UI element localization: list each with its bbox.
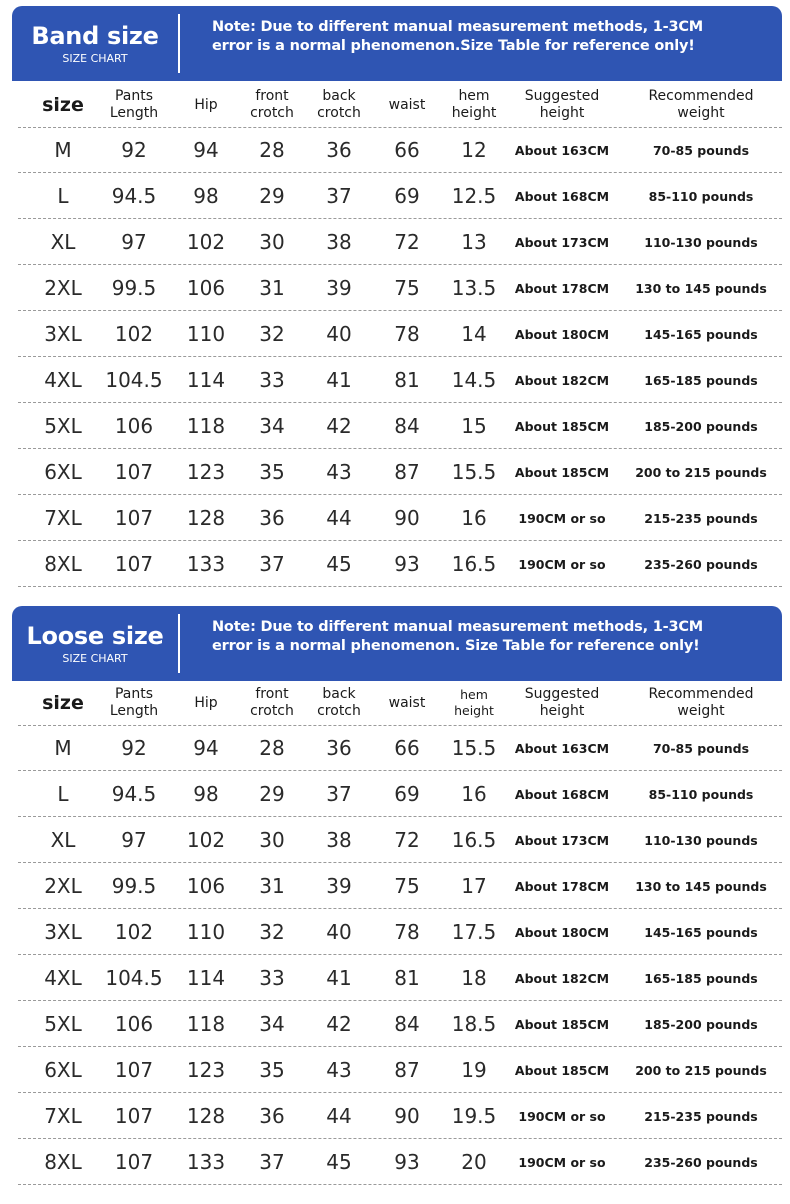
table-row bbox=[18, 1048, 782, 1093]
cell-suggested-height: About 178CM bbox=[514, 878, 610, 894]
band-size-section bbox=[0, 0, 790, 600]
cell-front-crotch: 35 bbox=[259, 460, 285, 484]
cell-waist: 66 bbox=[394, 736, 420, 760]
cell-size: 7XL bbox=[44, 1104, 82, 1128]
loose-size-banner bbox=[12, 606, 782, 681]
band-note-line-2: error is a normal phenomenon.Size Table for reference only! bbox=[212, 38, 695, 54]
header-rec-line-2: weight bbox=[677, 105, 725, 121]
cell-hem-height: 18 bbox=[461, 966, 487, 990]
cell-size: 2XL bbox=[44, 276, 82, 300]
cell-back-crotch: 41 bbox=[326, 966, 352, 990]
cell-size: 3XL bbox=[44, 322, 82, 346]
cell-hem-height: 14 bbox=[461, 322, 487, 346]
cell-hip: 102 bbox=[186, 230, 226, 254]
cell-waist: 90 bbox=[394, 1104, 420, 1128]
band-size-title: Band size bbox=[31, 21, 159, 50]
cell-recommended-weight: 85-110 pounds bbox=[648, 188, 754, 204]
cell-pants-length: 106 bbox=[114, 414, 154, 438]
cell-front-crotch: 28 bbox=[259, 736, 285, 760]
header-waist: waist bbox=[388, 96, 426, 113]
cell-suggested-height: About 180CM bbox=[514, 326, 610, 342]
cell-hem-height: 20 bbox=[461, 1150, 487, 1174]
cell-hem-height: 15 bbox=[461, 414, 487, 438]
cell-waist: 78 bbox=[394, 322, 420, 346]
header-recommended-weight bbox=[630, 82, 772, 128]
header-front-crotch bbox=[240, 82, 304, 128]
cell-recommended-weight: 185-200 pounds bbox=[644, 418, 758, 434]
cell-hem-height: 13.5 bbox=[451, 276, 497, 300]
cell-size: 2XL bbox=[44, 874, 82, 898]
cell-front-crotch: 31 bbox=[259, 874, 285, 898]
cell-hem-height: 16.5 bbox=[451, 828, 497, 852]
cell-pants-length: 106 bbox=[114, 1012, 154, 1036]
cell-front-crotch: 34 bbox=[259, 1012, 285, 1036]
cell-recommended-weight: 235-260 pounds bbox=[644, 556, 758, 572]
cell-suggested-height: 190CM or so bbox=[518, 1154, 606, 1170]
cell-pants-length: 97 bbox=[121, 828, 147, 852]
table-row bbox=[18, 542, 782, 587]
header-front-line-1: front bbox=[255, 88, 289, 104]
cell-front-crotch: 30 bbox=[259, 230, 285, 254]
header-pants-line-1: Pants bbox=[114, 88, 154, 104]
cell-pants-length: 99.5 bbox=[111, 874, 157, 898]
cell-hem-height: 18.5 bbox=[451, 1012, 497, 1036]
cell-hem-height: 14.5 bbox=[451, 368, 497, 392]
cell-hem-height: 15.5 bbox=[451, 460, 497, 484]
cell-hip: 114 bbox=[186, 966, 226, 990]
cell-hip: 94 bbox=[193, 138, 219, 162]
table-row bbox=[18, 1002, 782, 1047]
header-size: size bbox=[42, 691, 84, 714]
cell-recommended-weight: 215-235 pounds bbox=[644, 1108, 758, 1124]
header-hem-line-2: height bbox=[451, 105, 497, 121]
header-recommended-weight bbox=[630, 680, 772, 726]
cell-suggested-height: About 182CM bbox=[514, 372, 610, 388]
cell-pants-length: 107 bbox=[114, 1104, 154, 1128]
cell-hip: 106 bbox=[186, 276, 226, 300]
cell-recommended-weight: 130 to 145 pounds bbox=[635, 878, 767, 894]
cell-waist: 87 bbox=[394, 460, 420, 484]
cell-suggested-height: About 163CM bbox=[514, 142, 610, 158]
cell-waist: 66 bbox=[394, 138, 420, 162]
cell-back-crotch: 44 bbox=[326, 506, 352, 530]
header-pants-line-2: Length bbox=[109, 703, 159, 719]
header-waist: waist bbox=[388, 694, 426, 711]
cell-back-crotch: 39 bbox=[326, 874, 352, 898]
header-suggested-height bbox=[506, 82, 618, 128]
table-row bbox=[18, 1094, 782, 1139]
cell-pants-length: 107 bbox=[114, 506, 154, 530]
cell-back-crotch: 38 bbox=[326, 828, 352, 852]
cell-pants-length: 92 bbox=[121, 736, 147, 760]
cell-suggested-height: About 168CM bbox=[514, 786, 610, 802]
cell-suggested-height: About 182CM bbox=[514, 970, 610, 986]
band-size-subtitle: SIZE CHART bbox=[62, 51, 128, 65]
cell-front-crotch: 32 bbox=[259, 920, 285, 944]
cell-size: 8XL bbox=[44, 552, 82, 576]
cell-recommended-weight: 70-85 pounds bbox=[652, 142, 750, 158]
cell-hip: 106 bbox=[186, 874, 226, 898]
band-table-header bbox=[18, 82, 782, 128]
cell-hip: 128 bbox=[186, 1104, 226, 1128]
cell-front-crotch: 32 bbox=[259, 322, 285, 346]
cell-size: 7XL bbox=[44, 506, 82, 530]
cell-hem-height: 17.5 bbox=[451, 920, 497, 944]
cell-waist: 75 bbox=[394, 874, 420, 898]
band-banner-divider bbox=[178, 14, 180, 73]
cell-back-crotch: 39 bbox=[326, 276, 352, 300]
cell-back-crotch: 37 bbox=[326, 184, 352, 208]
header-sugg-line-1: Suggested bbox=[524, 88, 600, 104]
cell-recommended-weight: 130 to 145 pounds bbox=[635, 280, 767, 296]
header-back-crotch bbox=[306, 82, 372, 128]
cell-front-crotch: 36 bbox=[259, 506, 285, 530]
cell-recommended-weight: 185-200 pounds bbox=[644, 1016, 758, 1032]
cell-suggested-height: 190CM or so bbox=[518, 510, 606, 526]
header-back-line-2: crotch bbox=[317, 105, 361, 121]
cell-front-crotch: 29 bbox=[259, 184, 285, 208]
cell-back-crotch: 40 bbox=[326, 920, 352, 944]
cell-hip: 133 bbox=[186, 1150, 226, 1174]
table-row bbox=[18, 220, 782, 265]
cell-pants-length: 94.5 bbox=[111, 184, 157, 208]
cell-hem-height: 19.5 bbox=[451, 1104, 497, 1128]
cell-waist: 81 bbox=[394, 966, 420, 990]
cell-front-crotch: 33 bbox=[259, 966, 285, 990]
cell-back-crotch: 40 bbox=[326, 322, 352, 346]
cell-hem-height: 19 bbox=[461, 1058, 487, 1082]
header-sugg-line-2: height bbox=[539, 105, 585, 121]
table-row bbox=[18, 404, 782, 449]
cell-recommended-weight: 215-235 pounds bbox=[644, 510, 758, 526]
cell-waist: 84 bbox=[394, 1012, 420, 1036]
cell-hem-height: 15.5 bbox=[451, 736, 497, 760]
header-pants-line-1: Pants bbox=[114, 686, 154, 702]
cell-back-crotch: 42 bbox=[326, 1012, 352, 1036]
header-hem-height bbox=[440, 82, 508, 128]
cell-hip: 98 bbox=[193, 184, 219, 208]
header-back-line-1: back bbox=[322, 686, 356, 702]
cell-pants-length: 92 bbox=[121, 138, 147, 162]
header-sugg-line-2: height bbox=[539, 703, 585, 719]
header-back-line-2: crotch bbox=[317, 703, 361, 719]
cell-waist: 87 bbox=[394, 1058, 420, 1082]
header-hip: Hip bbox=[194, 96, 218, 113]
cell-pants-length: 102 bbox=[114, 322, 154, 346]
cell-suggested-height: About 180CM bbox=[514, 924, 610, 940]
cell-size: 3XL bbox=[44, 920, 82, 944]
header-hem-height bbox=[440, 680, 508, 726]
cell-recommended-weight: 70-85 pounds bbox=[652, 740, 750, 756]
cell-front-crotch: 36 bbox=[259, 1104, 285, 1128]
cell-recommended-weight: 145-165 pounds bbox=[644, 924, 758, 940]
table-row bbox=[18, 450, 782, 495]
cell-hip: 94 bbox=[193, 736, 219, 760]
cell-hem-height: 12 bbox=[461, 138, 487, 162]
cell-back-crotch: 42 bbox=[326, 414, 352, 438]
cell-recommended-weight: 165-185 pounds bbox=[644, 970, 758, 986]
cell-waist: 69 bbox=[394, 184, 420, 208]
loose-table-header bbox=[18, 680, 782, 726]
cell-recommended-weight: 110-130 pounds bbox=[644, 234, 758, 250]
cell-pants-length: 107 bbox=[114, 1150, 154, 1174]
cell-front-crotch: 30 bbox=[259, 828, 285, 852]
cell-recommended-weight: 145-165 pounds bbox=[644, 326, 758, 342]
cell-suggested-height: About 168CM bbox=[514, 188, 610, 204]
cell-waist: 75 bbox=[394, 276, 420, 300]
cell-front-crotch: 34 bbox=[259, 414, 285, 438]
header-front-line-1: front bbox=[255, 686, 289, 702]
cell-hip: 118 bbox=[186, 1012, 226, 1036]
table-row bbox=[18, 1140, 782, 1185]
cell-waist: 81 bbox=[394, 368, 420, 392]
table-row bbox=[18, 496, 782, 541]
cell-suggested-height: About 185CM bbox=[514, 418, 610, 434]
cell-pants-length: 99.5 bbox=[111, 276, 157, 300]
header-rec-line-1: Recommended bbox=[648, 88, 754, 104]
cell-size: L bbox=[57, 184, 69, 208]
cell-pants-length: 102 bbox=[114, 920, 154, 944]
cell-size: 6XL bbox=[44, 460, 82, 484]
header-back-crotch bbox=[306, 680, 372, 726]
cell-pants-length: 107 bbox=[114, 1058, 154, 1082]
cell-recommended-weight: 110-130 pounds bbox=[644, 832, 758, 848]
header-rec-line-1: Recommended bbox=[648, 686, 754, 702]
header-front-line-2: crotch bbox=[250, 703, 294, 719]
band-size-title-block bbox=[12, 6, 178, 81]
cell-back-crotch: 37 bbox=[326, 782, 352, 806]
cell-back-crotch: 45 bbox=[326, 552, 352, 576]
header-hem-line-1: hem bbox=[460, 687, 488, 702]
cell-suggested-height: About 173CM bbox=[514, 832, 610, 848]
cell-hip: 114 bbox=[186, 368, 226, 392]
loose-size-title-block bbox=[12, 606, 178, 681]
header-pants-length bbox=[98, 82, 170, 128]
loose-note-line-1: Note: Due to different manual measurement methods, 1-3CM bbox=[212, 619, 704, 635]
cell-size: 6XL bbox=[44, 1058, 82, 1082]
cell-size: M bbox=[54, 736, 72, 760]
cell-hip: 123 bbox=[186, 460, 226, 484]
cell-suggested-height: About 178CM bbox=[514, 280, 610, 296]
header-hem-line-1: hem bbox=[458, 88, 490, 104]
cell-suggested-height: About 163CM bbox=[514, 740, 610, 756]
cell-size: 5XL bbox=[44, 414, 82, 438]
loose-size-title: Loose size bbox=[26, 621, 164, 650]
header-back-line-1: back bbox=[322, 88, 356, 104]
cell-waist: 84 bbox=[394, 414, 420, 438]
table-row bbox=[18, 358, 782, 403]
cell-back-crotch: 44 bbox=[326, 1104, 352, 1128]
cell-front-crotch: 28 bbox=[259, 138, 285, 162]
cell-waist: 78 bbox=[394, 920, 420, 944]
cell-back-crotch: 41 bbox=[326, 368, 352, 392]
cell-front-crotch: 33 bbox=[259, 368, 285, 392]
cell-front-crotch: 35 bbox=[259, 1058, 285, 1082]
band-note-line-1: Note: Due to different manual measurement methods, 1-3CM bbox=[212, 19, 704, 35]
cell-recommended-weight: 200 to 215 pounds bbox=[635, 464, 767, 480]
header-size: size bbox=[42, 93, 84, 116]
cell-pants-length: 107 bbox=[114, 552, 154, 576]
cell-size: 4XL bbox=[44, 368, 82, 392]
cell-hem-height: 13 bbox=[461, 230, 487, 254]
table-row bbox=[18, 726, 782, 771]
table-row bbox=[18, 910, 782, 955]
table-row bbox=[18, 956, 782, 1001]
cell-pants-length: 107 bbox=[114, 460, 154, 484]
cell-size: XL bbox=[50, 230, 76, 254]
cell-hem-height: 16 bbox=[461, 782, 487, 806]
cell-hem-height: 17 bbox=[461, 874, 487, 898]
header-hip: Hip bbox=[194, 694, 218, 711]
table-row bbox=[18, 174, 782, 219]
table-row bbox=[18, 818, 782, 863]
cell-size: 5XL bbox=[44, 1012, 82, 1036]
cell-hip: 98 bbox=[193, 782, 219, 806]
cell-hip: 102 bbox=[186, 828, 226, 852]
cell-suggested-height: About 173CM bbox=[514, 234, 610, 250]
cell-hip: 118 bbox=[186, 414, 226, 438]
cell-size: 8XL bbox=[44, 1150, 82, 1174]
cell-back-crotch: 45 bbox=[326, 1150, 352, 1174]
cell-suggested-height: About 185CM bbox=[514, 1062, 610, 1078]
loose-banner-divider bbox=[178, 614, 180, 673]
cell-back-crotch: 36 bbox=[326, 138, 352, 162]
header-sugg-line-1: Suggested bbox=[524, 686, 600, 702]
header-front-line-2: crotch bbox=[250, 105, 294, 121]
loose-size-section bbox=[0, 600, 790, 1204]
cell-suggested-height: 190CM or so bbox=[518, 1108, 606, 1124]
header-front-crotch bbox=[240, 680, 304, 726]
cell-waist: 90 bbox=[394, 506, 420, 530]
cell-waist: 72 bbox=[394, 828, 420, 852]
header-suggested-height bbox=[506, 680, 618, 726]
header-hem-line-2: height bbox=[454, 703, 494, 718]
cell-size: L bbox=[57, 782, 69, 806]
cell-back-crotch: 43 bbox=[326, 460, 352, 484]
cell-pants-length: 94.5 bbox=[111, 782, 157, 806]
cell-front-crotch: 29 bbox=[259, 782, 285, 806]
cell-back-crotch: 36 bbox=[326, 736, 352, 760]
cell-hip: 110 bbox=[186, 920, 226, 944]
cell-hip: 123 bbox=[186, 1058, 226, 1082]
cell-waist: 93 bbox=[394, 1150, 420, 1174]
cell-front-crotch: 31 bbox=[259, 276, 285, 300]
cell-front-crotch: 37 bbox=[259, 552, 285, 576]
cell-suggested-height: 190CM or so bbox=[518, 556, 606, 572]
table-row bbox=[18, 864, 782, 909]
header-pants-length bbox=[98, 680, 170, 726]
cell-back-crotch: 38 bbox=[326, 230, 352, 254]
cell-pants-length: 104.5 bbox=[105, 966, 163, 990]
table-row bbox=[18, 266, 782, 311]
cell-recommended-weight: 85-110 pounds bbox=[648, 786, 754, 802]
table-row bbox=[18, 312, 782, 357]
cell-hem-height: 12.5 bbox=[451, 184, 497, 208]
cell-size: M bbox=[54, 138, 72, 162]
band-measurement-note bbox=[212, 18, 772, 56]
cell-waist: 93 bbox=[394, 552, 420, 576]
header-rec-line-2: weight bbox=[677, 703, 725, 719]
cell-waist: 72 bbox=[394, 230, 420, 254]
cell-pants-length: 97 bbox=[121, 230, 147, 254]
cell-waist: 69 bbox=[394, 782, 420, 806]
cell-suggested-height: About 185CM bbox=[514, 464, 610, 480]
cell-suggested-height: About 185CM bbox=[514, 1016, 610, 1032]
loose-measurement-note bbox=[212, 618, 772, 656]
table-row bbox=[18, 128, 782, 173]
cell-recommended-weight: 200 to 215 pounds bbox=[635, 1062, 767, 1078]
cell-back-crotch: 43 bbox=[326, 1058, 352, 1082]
cell-hem-height: 16.5 bbox=[451, 552, 497, 576]
cell-hip: 110 bbox=[186, 322, 226, 346]
cell-size: 4XL bbox=[44, 966, 82, 990]
table-row bbox=[18, 772, 782, 817]
loose-size-subtitle: SIZE CHART bbox=[62, 651, 128, 665]
loose-note-line-2: error is a normal phenomenon. Size Table for reference only! bbox=[212, 638, 700, 654]
cell-hem-height: 16 bbox=[461, 506, 487, 530]
cell-hip: 128 bbox=[186, 506, 226, 530]
cell-recommended-weight: 235-260 pounds bbox=[644, 1154, 758, 1170]
header-pants-line-2: Length bbox=[109, 105, 159, 121]
cell-recommended-weight: 165-185 pounds bbox=[644, 372, 758, 388]
cell-size: XL bbox=[50, 828, 76, 852]
cell-pants-length: 104.5 bbox=[105, 368, 163, 392]
band-size-banner bbox=[12, 6, 782, 81]
cell-hip: 133 bbox=[186, 552, 226, 576]
cell-front-crotch: 37 bbox=[259, 1150, 285, 1174]
